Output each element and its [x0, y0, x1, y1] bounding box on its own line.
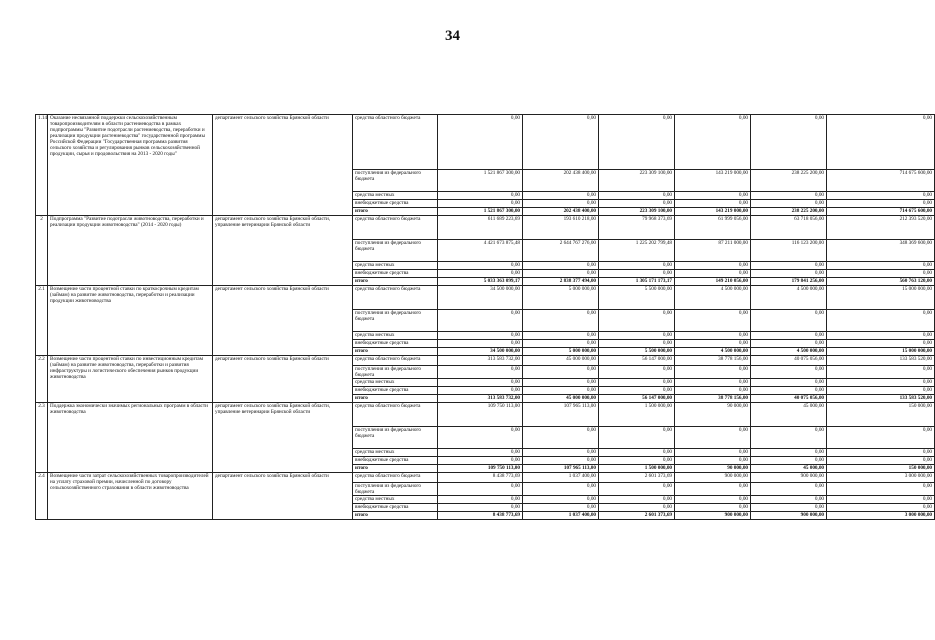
- amount-cell: 0,00: [827, 387, 935, 395]
- funding-source: средства областного бюджета: [353, 286, 438, 310]
- amount-cell: 4 500 000,00: [675, 348, 751, 356]
- funding-source: поступления из федерального бюджета: [353, 170, 438, 192]
- amount-cell: 38 778 156,00: [675, 395, 751, 403]
- amount-cell: 0,00: [675, 200, 751, 208]
- amount-cell: 0,00: [438, 115, 523, 170]
- amount-cell: 1 225 202 799,48: [599, 240, 675, 262]
- amount-cell: 87 211 000,00: [675, 240, 751, 262]
- amount-cell: 107 965 113,00: [523, 403, 599, 427]
- amount-cell: 34 500 000,00: [438, 348, 523, 356]
- row-description: Оказание несвязанной поддержки сельскохозяйственным товаропроизводителям в области растениеводства в рамках подпрограммы "Развитие подотрасли растениеводства, переработки и реализации продукции растениеводства" государственной программы Российской Федерации "Государственная программа развития сельского хозяйства и регулирования рынков сельскохозяйственной продукции, сырья и продовольствия на 2013 - 2020 годы": [48, 115, 213, 216]
- amount-cell: 0,00: [827, 332, 935, 340]
- amount-cell: 0,00: [675, 270, 751, 278]
- amount-cell: 0,00: [523, 340, 599, 348]
- amount-cell: 45 000 000,00: [523, 395, 599, 403]
- amount-cell: 0,00: [827, 200, 935, 208]
- amount-cell: 238 225 200,00: [751, 208, 827, 216]
- funding-source: внебюджетные средства: [353, 340, 438, 348]
- amount-cell: 8 438 773,69: [438, 512, 523, 520]
- amount-cell: 0,00: [438, 366, 523, 379]
- amount-cell: 0,00: [438, 379, 523, 387]
- amount-cell: 0,00: [751, 270, 827, 278]
- amount-cell: 0,00: [599, 332, 675, 340]
- amount-cell: 4 500 000,00: [675, 286, 751, 310]
- funding-source: итого: [353, 395, 438, 403]
- amount-cell: 0,00: [523, 387, 599, 395]
- amount-cell: 0,00: [438, 387, 523, 395]
- funding-source: поступления из федерального бюджета: [353, 427, 438, 449]
- amount-cell: 56 147 000,00: [599, 356, 675, 366]
- table-row: [36, 216, 935, 240]
- amount-cell: 5 500 000,00: [599, 348, 675, 356]
- amount-cell: 0,00: [438, 504, 523, 512]
- amount-cell: 900 000,00: [751, 512, 827, 520]
- amount-cell: 0,00: [827, 427, 935, 449]
- amount-cell: 0,00: [438, 496, 523, 504]
- amount-cell: 3 000 000,00: [827, 512, 935, 520]
- amount-cell: 149 210 056,00: [675, 278, 751, 286]
- amount-cell: 1 521 867 300,00: [438, 170, 523, 192]
- amount-cell: 0,00: [438, 192, 523, 200]
- amount-cell: 133 583 520,00: [827, 395, 935, 403]
- funding-source: средства местных: [353, 332, 438, 340]
- amount-cell: 0,00: [751, 449, 827, 457]
- amount-cell: 0,00: [675, 115, 751, 170]
- amount-cell: 0,00: [751, 496, 827, 504]
- amount-cell: 202 438 400,00: [523, 208, 599, 216]
- funding-source: средства областного бюджета: [353, 356, 438, 366]
- funding-source: внебюджетные средства: [353, 200, 438, 208]
- row-description: Возмещение части процентной ставки по краткосрочным кредитам (займам) на развитие животноводства, переработки и реализации продукции животноводства: [48, 286, 213, 356]
- amount-cell: 4 421 673 875,48: [438, 240, 523, 262]
- amount-cell: 0,00: [675, 310, 751, 332]
- table-body: [36, 115, 935, 520]
- amount-cell: 45 000,00: [751, 465, 827, 473]
- amount-cell: 0,00: [751, 115, 827, 170]
- amount-cell: 0,00: [675, 332, 751, 340]
- funding-source: внебюджетные средства: [353, 387, 438, 395]
- amount-cell: 40 075 056,00: [751, 395, 827, 403]
- table-row: [36, 356, 935, 366]
- amount-cell: 0,00: [751, 366, 827, 379]
- amount-cell: 223 309 100,00: [599, 170, 675, 192]
- amount-cell: 0,00: [438, 449, 523, 457]
- amount-cell: 0,00: [827, 496, 935, 504]
- amount-cell: 0,00: [599, 192, 675, 200]
- amount-cell: 202 438 400,00: [523, 170, 599, 192]
- amount-cell: 0,00: [751, 262, 827, 270]
- amount-cell: 0,00: [675, 504, 751, 512]
- funding-source: средства областного бюджета: [353, 216, 438, 240]
- amount-cell: 0,00: [599, 483, 675, 496]
- amount-cell: 0,00: [523, 504, 599, 512]
- amount-cell: 193 610 218,00: [523, 216, 599, 240]
- amount-cell: 5 000 000,00: [523, 348, 599, 356]
- amount-cell: 34 500 000,00: [438, 286, 523, 310]
- row-index: 2: [36, 216, 48, 286]
- amount-cell: 0,00: [751, 427, 827, 449]
- row-index: 2.1: [36, 286, 48, 356]
- amount-cell: 0,00: [751, 340, 827, 348]
- amount-cell: 212 393 520,00: [827, 216, 935, 240]
- amount-cell: 0,00: [599, 366, 675, 379]
- amount-cell: 0,00: [438, 427, 523, 449]
- amount-cell: 0,00: [675, 483, 751, 496]
- amount-cell: 0,00: [751, 192, 827, 200]
- amount-cell: 0,00: [827, 115, 935, 170]
- funding-source: средства местных: [353, 449, 438, 457]
- amount-cell: 0,00: [675, 366, 751, 379]
- amount-cell: 238 225 200,00: [751, 170, 827, 192]
- amount-cell: 56 147 000,00: [599, 395, 675, 403]
- amount-cell: 0,00: [675, 427, 751, 449]
- funding-source: поступления из федерального бюджета: [353, 310, 438, 332]
- amount-cell: 0,00: [523, 270, 599, 278]
- amount-cell: 0,00: [751, 332, 827, 340]
- row-executor: департамент сельского хозяйства Брянской области: [213, 356, 353, 403]
- amount-cell: 313 583 732,00: [438, 356, 523, 366]
- amount-cell: 348 369 600,00: [827, 240, 935, 262]
- amount-cell: 4 500 000,00: [751, 286, 827, 310]
- amount-cell: 45 000 000,00: [523, 356, 599, 366]
- amount-cell: 5 500 000,00: [599, 286, 675, 310]
- row-description: Поддержка экономически значимых региональных программ в области животноводства: [48, 403, 213, 473]
- amount-cell: 0,00: [599, 387, 675, 395]
- amount-cell: 61 999 056,00: [675, 216, 751, 240]
- amount-cell: 1 037 400,00: [523, 512, 599, 520]
- amount-cell: 0,00: [827, 379, 935, 387]
- amount-cell: 0,00: [751, 504, 827, 512]
- table-row: [36, 473, 935, 483]
- amount-cell: 90 000,00: [675, 465, 751, 473]
- amount-cell: 0,00: [438, 310, 523, 332]
- amount-cell: 223 309 100,00: [599, 208, 675, 216]
- funding-source: средства областного бюджета: [353, 473, 438, 483]
- funding-source: внебюджетные средства: [353, 270, 438, 278]
- amount-cell: 1 500 000,00: [599, 465, 675, 473]
- funding-source: средства областного бюджета: [353, 115, 438, 170]
- amount-cell: 0,00: [599, 449, 675, 457]
- amount-cell: 15 000 000,00: [827, 348, 935, 356]
- amount-cell: 0,00: [438, 270, 523, 278]
- amount-cell: 0,00: [438, 483, 523, 496]
- amount-cell: 0,00: [675, 496, 751, 504]
- amount-cell: 45 000,00: [751, 403, 827, 427]
- amount-cell: 8 438 773,69: [438, 473, 523, 483]
- row-description: Возмещение части процентной ставки по инвестиционным кредитам (займам) на развитие животноводства, переработки и развития инфраструктуры и логистического обеспечения рынков продукции животноводства: [48, 356, 213, 403]
- funding-source: средства местных: [353, 192, 438, 200]
- amount-cell: 0,00: [827, 366, 935, 379]
- amount-cell: 90 000,00: [675, 403, 751, 427]
- amount-cell: 0,00: [599, 115, 675, 170]
- amount-cell: 0,00: [599, 379, 675, 387]
- funding-source: средства местных: [353, 262, 438, 270]
- amount-cell: 0,00: [675, 387, 751, 395]
- funding-source: итого: [353, 512, 438, 520]
- funding-source: поступления из федерального бюджета: [353, 483, 438, 496]
- amount-cell: 0,00: [523, 457, 599, 465]
- amount-cell: 0,00: [751, 379, 827, 387]
- amount-cell: 0,00: [523, 262, 599, 270]
- amount-cell: 714 675 600,00: [827, 208, 935, 216]
- amount-cell: 0,00: [675, 449, 751, 457]
- amount-cell: 0,00: [675, 340, 751, 348]
- amount-cell: 15 000 000,00: [827, 286, 935, 310]
- row-index: 2.3: [36, 403, 48, 473]
- row-index: 2.2: [36, 356, 48, 403]
- amount-cell: 0,00: [599, 457, 675, 465]
- amount-cell: 0,00: [599, 270, 675, 278]
- amount-cell: 0,00: [523, 483, 599, 496]
- amount-cell: 0,00: [827, 449, 935, 457]
- funding-source: внебюджетные средства: [353, 504, 438, 512]
- row-executor: департамент сельского хозяйства Брянской области, управление ветеринарии Брянской области: [213, 216, 353, 286]
- amount-cell: 0,00: [599, 310, 675, 332]
- amount-cell: 611 689 223,69: [438, 216, 523, 240]
- amount-cell: 714 675 600,00: [827, 170, 935, 192]
- amount-cell: 0,00: [523, 192, 599, 200]
- amount-cell: 4 500 000,00: [751, 348, 827, 356]
- amount-cell: 0,00: [675, 379, 751, 387]
- amount-cell: 150 000,00: [827, 465, 935, 473]
- amount-cell: 0,00: [523, 115, 599, 170]
- amount-cell: 0,00: [599, 504, 675, 512]
- amount-cell: 0,00: [438, 262, 523, 270]
- row-executor: департамент сельского хозяйства Брянской области: [213, 473, 353, 520]
- amount-cell: 0,00: [751, 457, 827, 465]
- table-row: [36, 115, 935, 170]
- amount-cell: 40 075 056,00: [751, 356, 827, 366]
- amount-cell: 143 219 000,00: [675, 208, 751, 216]
- amount-cell: 900 000,00: [675, 512, 751, 520]
- amount-cell: 0,00: [523, 200, 599, 208]
- amount-cell: 109 750 113,00: [438, 403, 523, 427]
- amount-cell: 0,00: [599, 340, 675, 348]
- amount-cell: 0,00: [523, 449, 599, 457]
- amount-cell: 0,00: [827, 262, 935, 270]
- amount-cell: 0,00: [599, 427, 675, 449]
- amount-cell: 2 601 373,69: [599, 512, 675, 520]
- amount-cell: 5 033 363 099,17: [438, 278, 523, 286]
- amount-cell: 0,00: [751, 387, 827, 395]
- amount-cell: 0,00: [599, 200, 675, 208]
- amount-cell: 107 965 113,00: [523, 465, 599, 473]
- amount-cell: 2 601 373,69: [599, 473, 675, 483]
- funding-source: поступления из федерального бюджета: [353, 366, 438, 379]
- table-row: [36, 403, 935, 427]
- amount-cell: 0,00: [523, 366, 599, 379]
- funding-source: итого: [353, 208, 438, 216]
- row-executor: департамент сельского хозяйства Брянской области: [213, 115, 353, 216]
- amount-cell: 313 583 732,00: [438, 395, 523, 403]
- amount-cell: 0,00: [827, 310, 935, 332]
- amount-cell: 0,00: [438, 457, 523, 465]
- amount-cell: 143 219 000,00: [675, 170, 751, 192]
- amount-cell: 2 838 377 494,00: [523, 278, 599, 286]
- amount-cell: 133 583 520,00: [827, 356, 935, 366]
- amount-cell: 900 000,00: [675, 473, 751, 483]
- row-executor: департамент сельского хозяйства Брянской области, управление ветеринарии Брянской области: [213, 403, 353, 473]
- amount-cell: 0,00: [438, 340, 523, 348]
- amount-cell: 560 763 120,00: [827, 278, 935, 286]
- funding-source: итого: [353, 348, 438, 356]
- funding-source: поступления из федерального бюджета: [353, 240, 438, 262]
- funding-source: итого: [353, 465, 438, 473]
- amount-cell: 0,00: [599, 496, 675, 504]
- amount-cell: 179 841 256,00: [751, 278, 827, 286]
- amount-cell: 150 000,00: [827, 403, 935, 427]
- amount-cell: 38 778 156,00: [675, 356, 751, 366]
- amount-cell: 0,00: [827, 340, 935, 348]
- amount-cell: 0,00: [751, 483, 827, 496]
- row-index: 1.14: [36, 115, 48, 216]
- funding-source: средства областного бюджета: [353, 403, 438, 427]
- amount-cell: 109 750 113,00: [438, 465, 523, 473]
- funding-source: итого: [353, 278, 438, 286]
- amount-cell: 0,00: [751, 200, 827, 208]
- table-row: [36, 286, 935, 310]
- amount-cell: 79 968 373,69: [599, 216, 675, 240]
- amount-cell: 0,00: [751, 310, 827, 332]
- amount-cell: 1 500 000,00: [599, 403, 675, 427]
- amount-cell: 900 000,00: [751, 473, 827, 483]
- amount-cell: 0,00: [827, 504, 935, 512]
- amount-cell: 0,00: [675, 457, 751, 465]
- amount-cell: 0,00: [827, 270, 935, 278]
- amount-cell: 0,00: [675, 192, 751, 200]
- amount-cell: 1 037 400,00: [523, 473, 599, 483]
- amount-cell: 0,00: [523, 332, 599, 340]
- budget-table: [35, 114, 935, 520]
- amount-cell: 3 000 000,00: [827, 473, 935, 483]
- amount-cell: 2 644 767 276,00: [523, 240, 599, 262]
- amount-cell: 116 123 200,00: [751, 240, 827, 262]
- amount-cell: 0,00: [675, 262, 751, 270]
- row-index: 2.4: [36, 473, 48, 520]
- amount-cell: 0,00: [827, 483, 935, 496]
- amount-cell: 1 521 867 300,00: [438, 208, 523, 216]
- row-description: Возмещение части затрат сельскохозяйственных товаропроизводителей на уплату страховой премии, начисленной по договору сельскохозяйственного страхования в области животноводства: [48, 473, 213, 520]
- row-executor: департамент сельского хозяйства Брянской области: [213, 286, 353, 356]
- amount-cell: 0,00: [827, 457, 935, 465]
- amount-cell: 0,00: [438, 200, 523, 208]
- amount-cell: 1 305 171 173,17: [599, 278, 675, 286]
- page-number: 34: [445, 28, 460, 44]
- amount-cell: 0,00: [523, 427, 599, 449]
- amount-cell: 0,00: [523, 310, 599, 332]
- amount-cell: 5 000 000,00: [523, 286, 599, 310]
- amount-cell: 0,00: [599, 262, 675, 270]
- funding-source: средства местных: [353, 379, 438, 387]
- funding-source: внебюджетные средства: [353, 457, 438, 465]
- row-description: Подпрограмма "Развитие подотрасли животноводства, переработки и реализации продукции животноводства" (2014 - 2020 годы): [48, 216, 213, 286]
- amount-cell: 0,00: [523, 496, 599, 504]
- amount-cell: 63 718 056,00: [751, 216, 827, 240]
- amount-cell: 0,00: [438, 332, 523, 340]
- amount-cell: 0,00: [523, 379, 599, 387]
- amount-cell: 0,00: [827, 192, 935, 200]
- funding-source: средства местных: [353, 496, 438, 504]
